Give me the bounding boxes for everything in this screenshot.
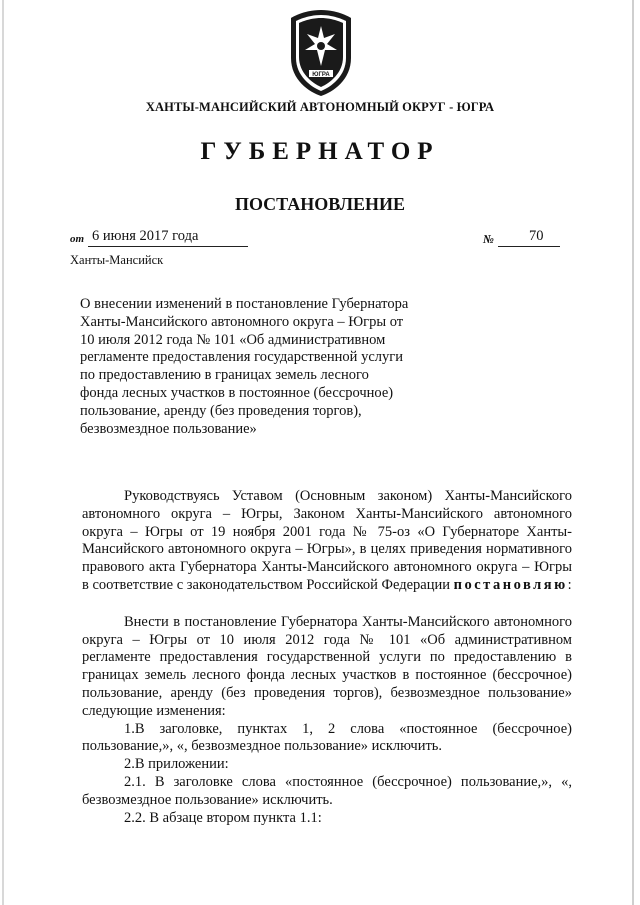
document-date: 6 июня 2017 года — [92, 228, 199, 244]
change-item-2-1: 2.1. В заголовке слова «постоянное (бессрочное) пользование,», «, безвозмездное пользование» исключить. — [82, 773, 572, 808]
preamble-paragraph — [82, 488, 572, 595]
scan-edge-left — [2, 0, 4, 905]
change-item-1: 1.В заголовке, пунктах 1, 2 слова «постоянное (бессрочное) пользование,», «, безвозмездное пользование» исключить. — [82, 720, 572, 755]
emblem-lettering: ЮГРА — [312, 72, 330, 78]
date-prefix: от — [70, 233, 85, 245]
document-type-heading: ПОСТАНОВЛЕНИЕ — [234, 194, 406, 214]
document-body — [82, 488, 572, 827]
change-item-2-2: 2.2. В абзаце втором пункта 1.1: — [124, 809, 322, 826]
coat-of-arms-emblem — [281, 8, 361, 98]
preamble-text: Руководствуясь Уставом (Основным законом) Ханты-Мансийского автономного округа – Югры, Законом Ханты-Мансийского автономного округа – Югры от 19 ноября 2001 года № 75-оз «О Губернаторе Ханты-Мансийского автономного округа – Югры», в целях приведения нормативного правового акта Губернатора Ханты-Мансийского автономного округа – Югры в соответствие с законодательством Российской Федерации — [82, 488, 572, 593]
document-subject: О внесении изменений в постановление Губернатора Ханты-Мансийского автономного округа – Югры от 10 июля 2012 года № 101 «Об административном регламенте предоставления государственной услуги по предоставлению в границах земель лесного фонда лесных участков в постоянное (бессрочное) пользование, аренду (без проведения торгов), безвозмездное пользование» — [80, 296, 409, 437]
intro-paragraph: Внести в постановление Губернатора Ханты-Мансийского автономного округа – Югры от 10 июля 2012 года № 101 «Об административном регламенте предоставления государственной услуги по предоставлению в границах земель лесного фонда лесных участков в постоянное (бессрочное) пользование, аренду (без проведения торгов), безвозмездное пользование» следующие изменения: — [82, 613, 572, 719]
document-number: 70 — [529, 228, 544, 244]
issue-city: Ханты-Мансийск — [70, 253, 164, 267]
scan-edge-right — [632, 0, 634, 905]
date-number-row — [70, 228, 570, 248]
number-underline — [498, 246, 560, 247]
decree-word: постановляю — [453, 576, 568, 593]
authority-heading: ГУБЕРНАТОР — [200, 138, 440, 165]
number-prefix: № — [483, 232, 494, 246]
date-underline — [88, 246, 248, 247]
decree-colon: : — [567, 576, 572, 593]
change-item-2: 2.В приложении: — [124, 756, 229, 773]
region-heading: ХАНТЫ-МАНСИЙСКИЙ АВТОНОМНЫЙ ОКРУГ - ЮГРА — [145, 100, 495, 114]
